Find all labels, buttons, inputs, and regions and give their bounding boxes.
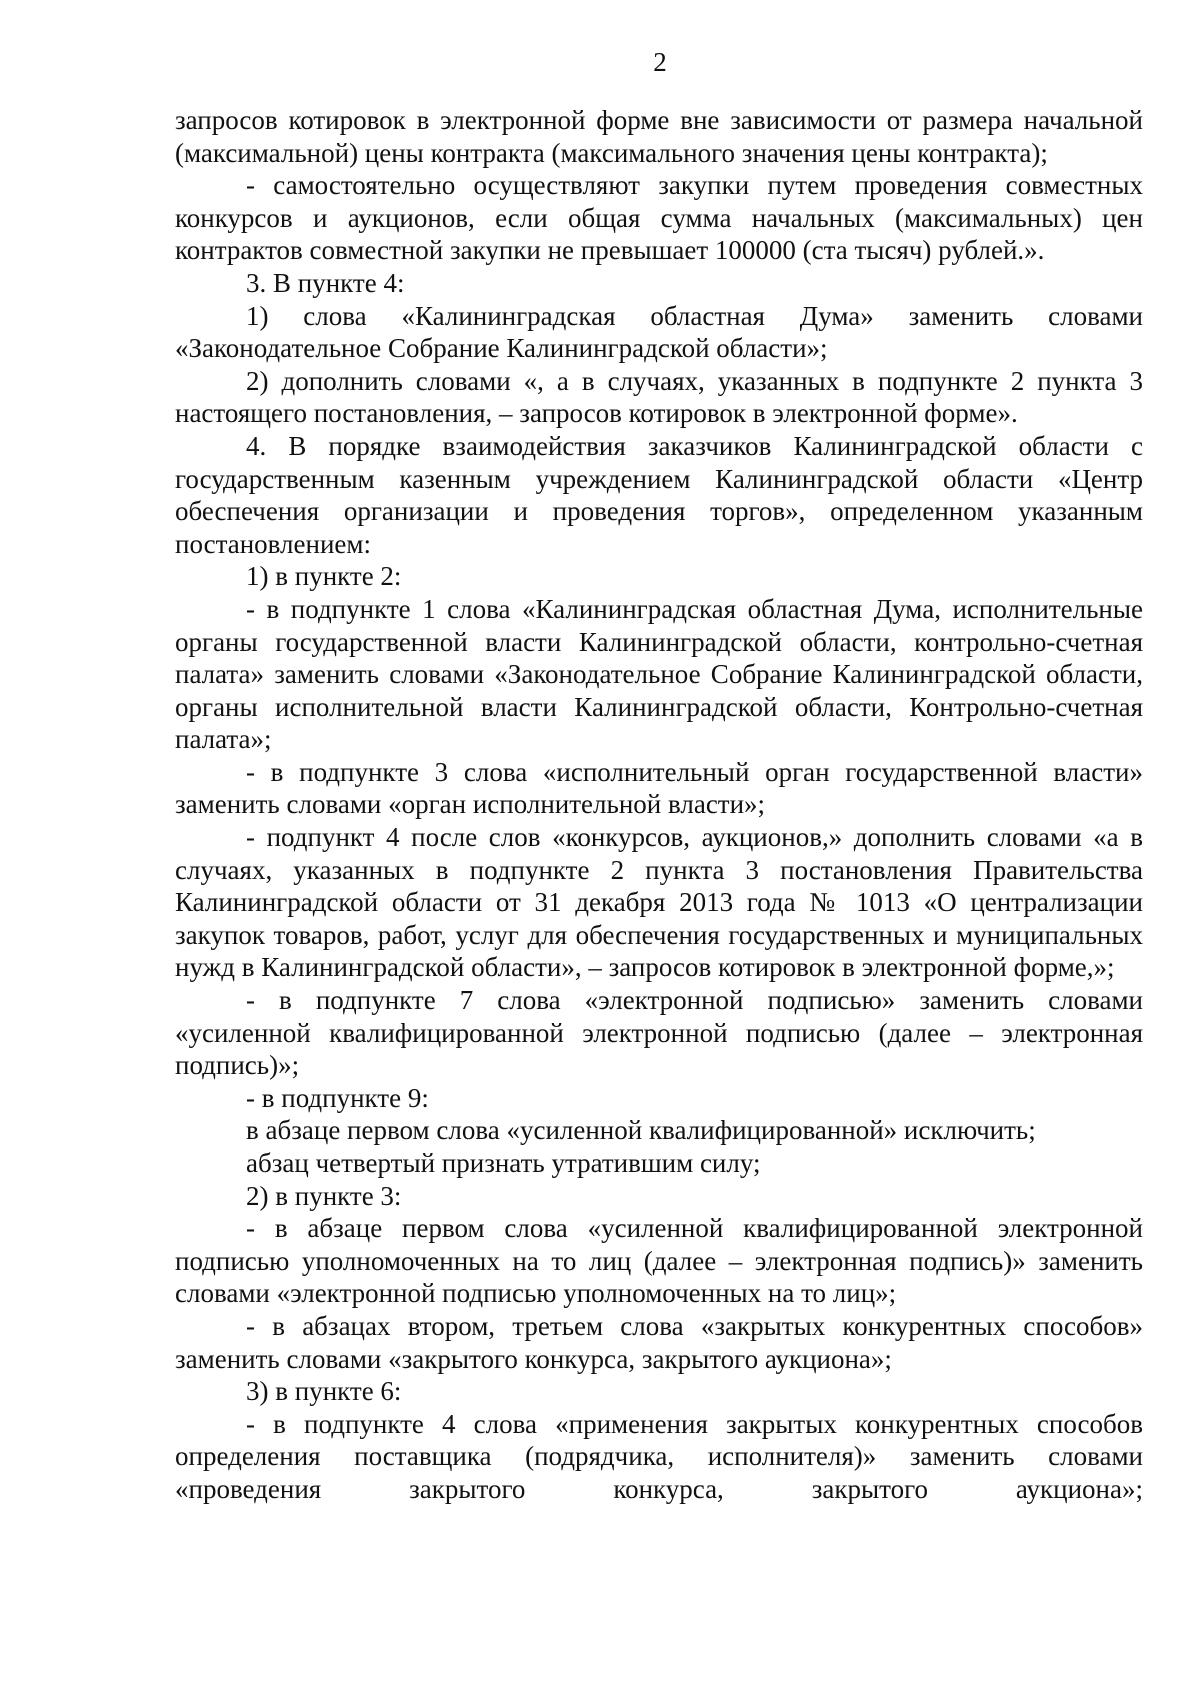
paragraph: 3. В пункте 4: (246, 267, 405, 298)
page-number: 2 (653, 47, 667, 77)
paragraph: - самостоятельно осуществляют закупки путем проведения совместных конкурсов и аукционов, если общая сумма начальных (максимальных) цен контрактов совместной закупки не превышает 100000 (ста тысяч) рублей.». (175, 170, 1143, 266)
paragraph: абзац четвертый признать утратившим силу; (246, 1148, 761, 1178)
paragraph: - в подпункте 3 слова «исполнительный орган государственной власти» заменить словами «орган исполнительной власти»; (175, 756, 1143, 820)
paragraph: - подпункт 4 после слов «конкурсов, аукционов,» дополнить словами «а в случаях, указанных в подпункте 2 пункта 3 постановления Правительства Калининградской области от 31 декабря 2013 года № 1013 «О централизации закупок товаров, работ, услуг для обеспечения государственных и муниципальных нужд в Калининградской области», – запросов котировок в электронной форме,»; (175, 822, 1143, 983)
paragraph: - в подпункте 4 слова «применения закрытых конкурентных способов определения поставщика (подрядчика, исполнителя)» заменить словами «проведения закрытого конкурса, закрытого аукциона»; (175, 1408, 1143, 1504)
paragraph: в абзаце первом слова «усиленной квалифицированной» исключить; (246, 1115, 1036, 1146)
paragraph: 1) слова «Калининградская областная Дума» заменить словами «Законодательное Собрание Калининградской области»; (175, 300, 1143, 364)
paragraph: - в абзацах втором, третьем слова «закрытых конкурентных способов» заменить словами «закрытого конкурса, закрытого аукциона»; (175, 1310, 1143, 1374)
paragraph: - в подпункте 7 слова «электронной подписью» заменить словами «усиленной квалифицированной электронной подписью (далее – электронная подпись)»; (175, 985, 1143, 1081)
paragraph: 1) в пункте 2: (246, 561, 402, 592)
paragraph: - в абзаце первом слова «усиленной квалифицированной электронной подписью уполномоченных на то лиц (далее – электронная подпись)» заменить словами «электронной подписью уполномоченных на то лиц»; (175, 1213, 1143, 1309)
document-body (175, 104, 1143, 1506)
paragraph: 2) дополнить словами «, а в случаях, указанных в подпункте 2 пункта 3 настоящего постановления, – запросов котировок в электронной форме». (175, 365, 1143, 429)
paragraph: 3) в пункте 6: (246, 1376, 402, 1407)
paragraph: - в подпункте 1 слова «Калининградская областная Дума, исполнительные органы государственной власти Калининградской области, контрольно-счетная палата» заменить словами «Законодательное Собрание Калининградской области, органы исполнительной власти Калининградской области, Контрольно-счетная палата»; (175, 593, 1143, 755)
paragraph: - в подпункте 9: (246, 1082, 429, 1113)
paragraph-continuation: запросов котировок в электронной форме вне зависимости от размера начальной (максимальной) цены контракта (максимального значения цены контракта); (175, 105, 1143, 168)
paragraph: 4. В порядке взаимодействия заказчиков Калининградской области с государственным казенным учреждением Калининградской области «Центр обеспечения организации и проведения торгов», определенном указанным постановлением: (175, 430, 1143, 559)
paragraph: 2) в пункте 3: (246, 1180, 402, 1211)
